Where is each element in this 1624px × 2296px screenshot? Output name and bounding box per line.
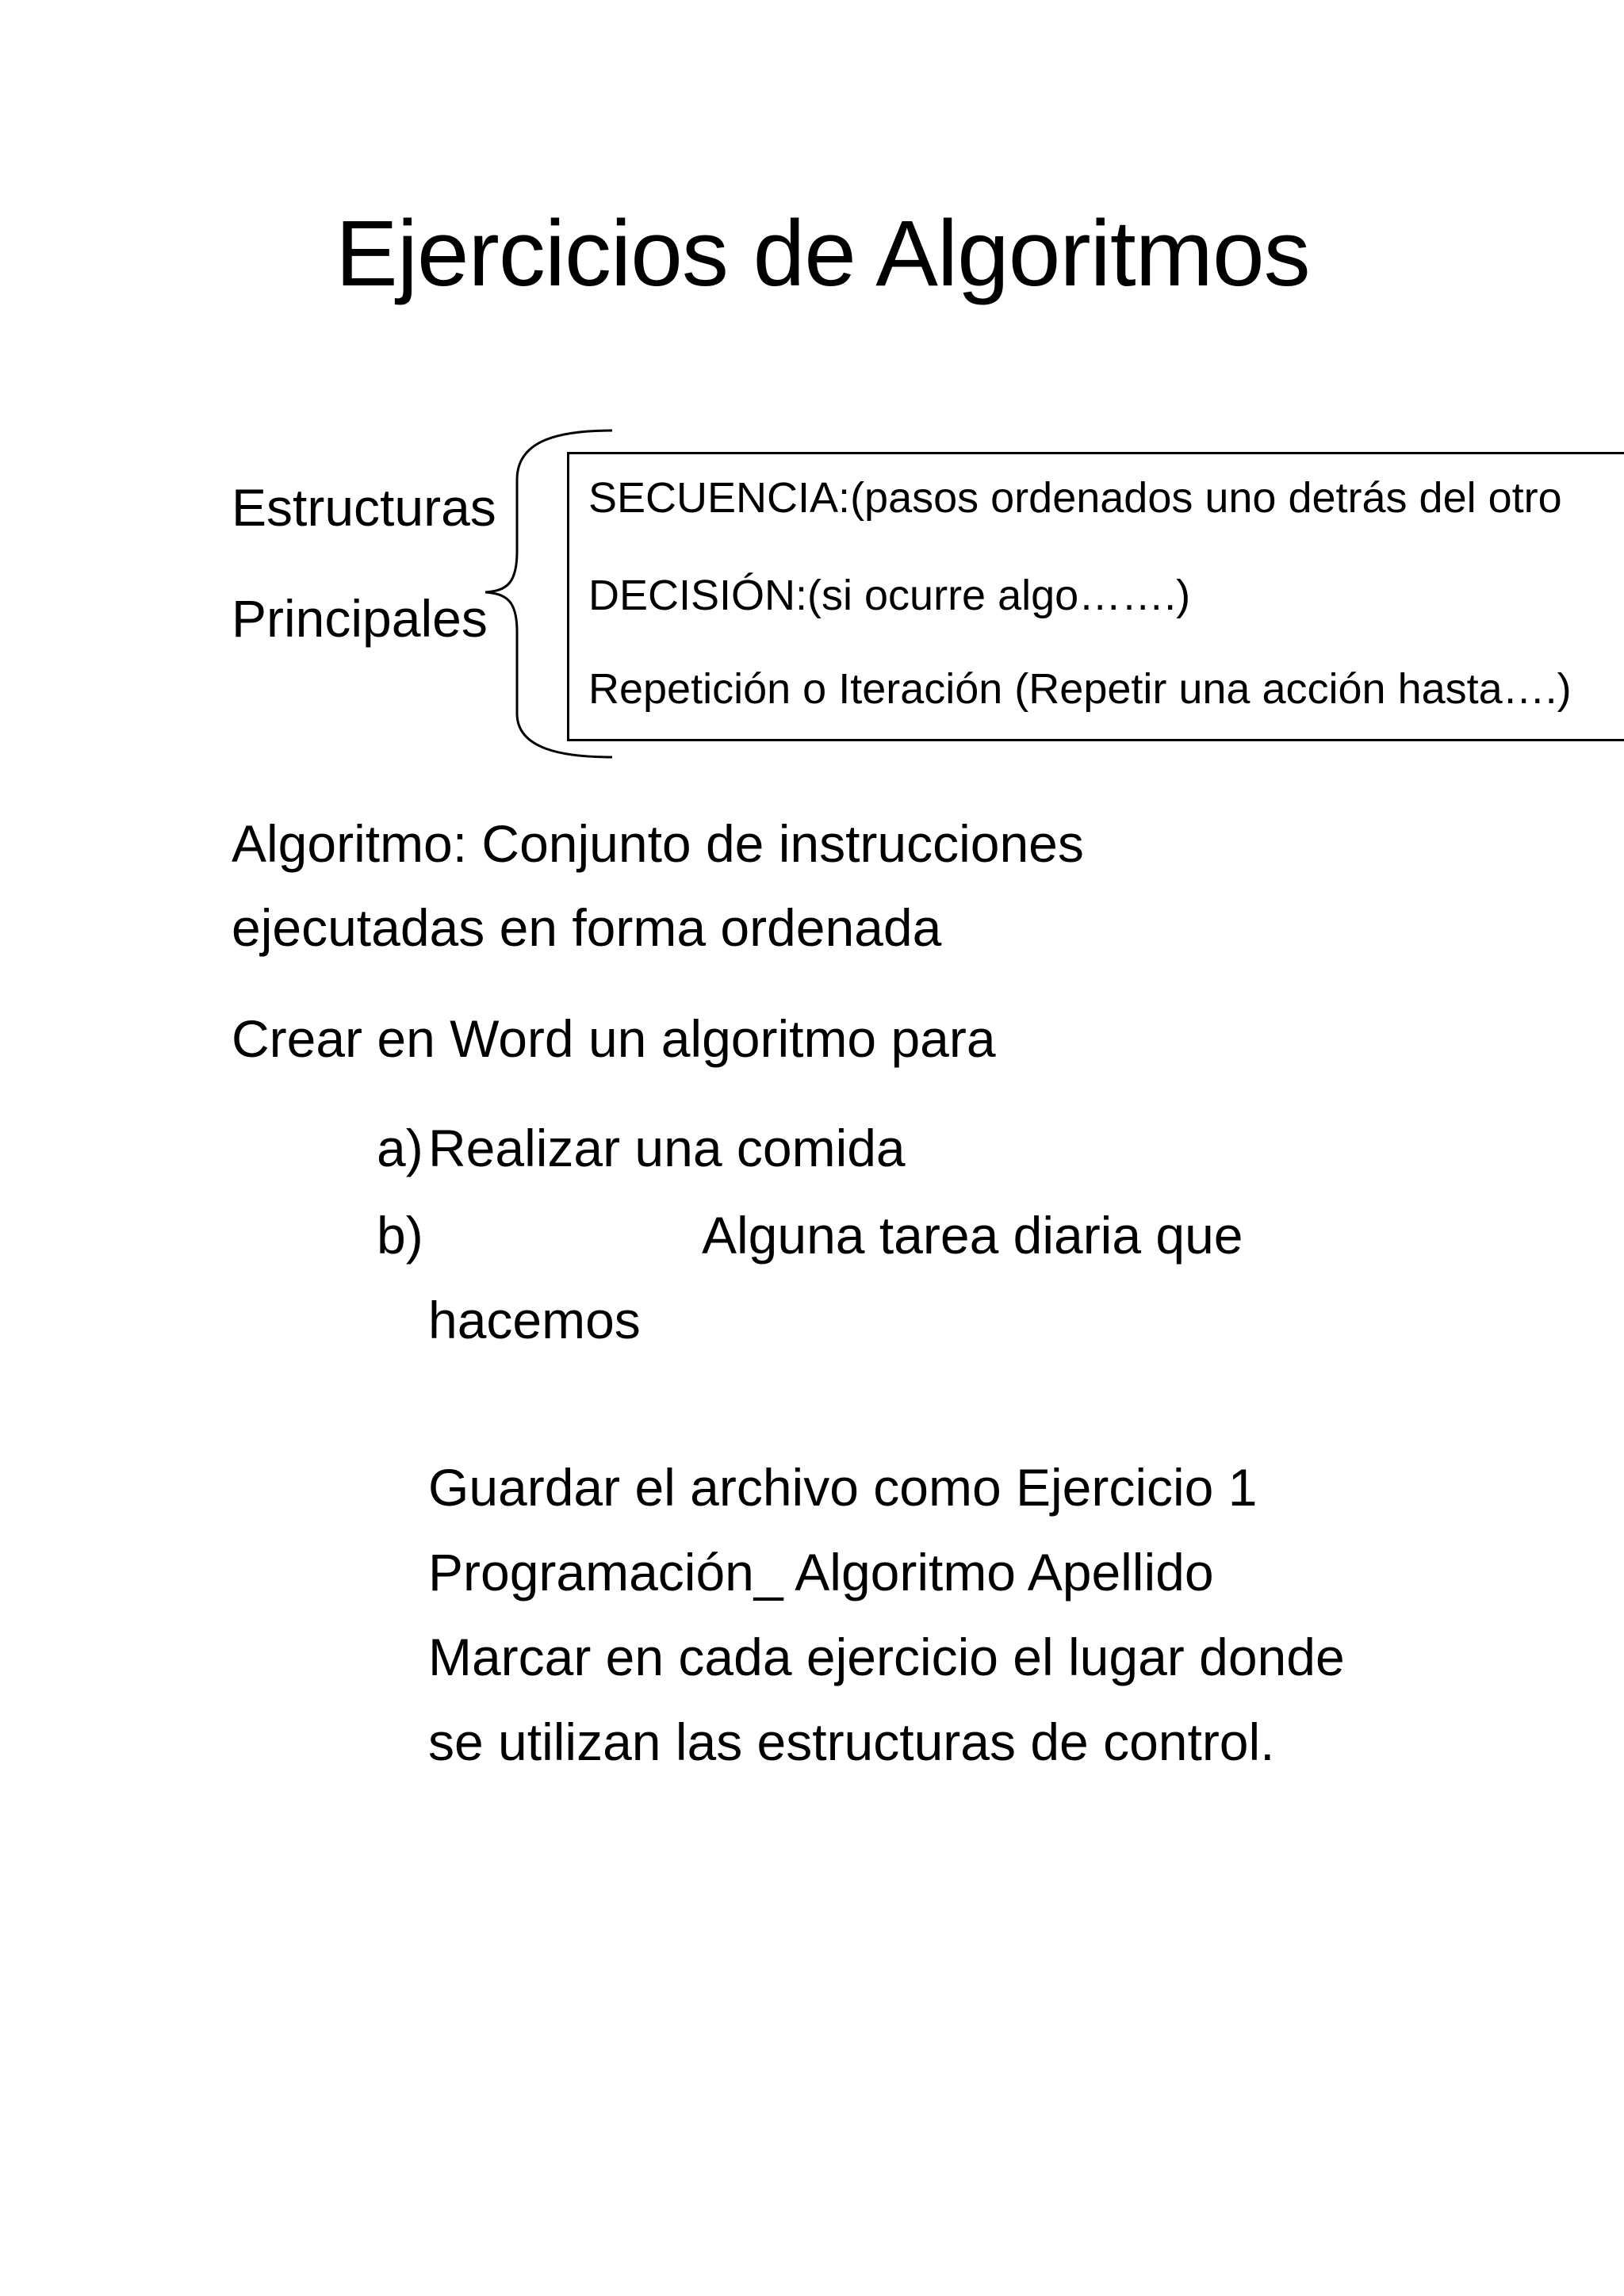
page-title: Ejercicios de Algoritmos (335, 201, 1310, 306)
instruction-line3: Marcar en cada ejercicio el lugar donde (428, 1628, 1345, 1686)
definition-line2: ejecutadas en forma ordenada (232, 898, 942, 957)
definition-line1: Algoritmo: Conjunto de instrucciones (232, 814, 1084, 873)
item-b-continuation: hacemos (428, 1291, 641, 1349)
structure-item-sequence: SECUENCIA:(pasos ordenados uno detrás del otro (588, 474, 1562, 522)
item-a-marker: a) (377, 1119, 423, 1177)
structure-item-iteration: Repetición o Iteración (Repetir una acción hasta….) (588, 665, 1572, 713)
item-b-marker: b) (377, 1206, 423, 1265)
instruction-line4: se utilizan las estructuras de control. (428, 1712, 1275, 1771)
structure-item-decision: DECISIÓN:(si ocurre algo…….) (588, 572, 1191, 619)
task-intro: Crear en Word un algoritmo para (232, 1009, 996, 1068)
structures-label-line2: Principales (232, 589, 488, 648)
structures-label-line1: Estructuras (232, 478, 496, 537)
item-b-text: Alguna tarea diaria que (702, 1206, 1243, 1265)
instruction-line2: Programación_ Algoritmo Apellido (428, 1543, 1214, 1601)
item-a-text: Realizar una comida (428, 1119, 906, 1177)
instruction-line1: Guardar el archivo como Ejercicio 1 (428, 1458, 1258, 1517)
